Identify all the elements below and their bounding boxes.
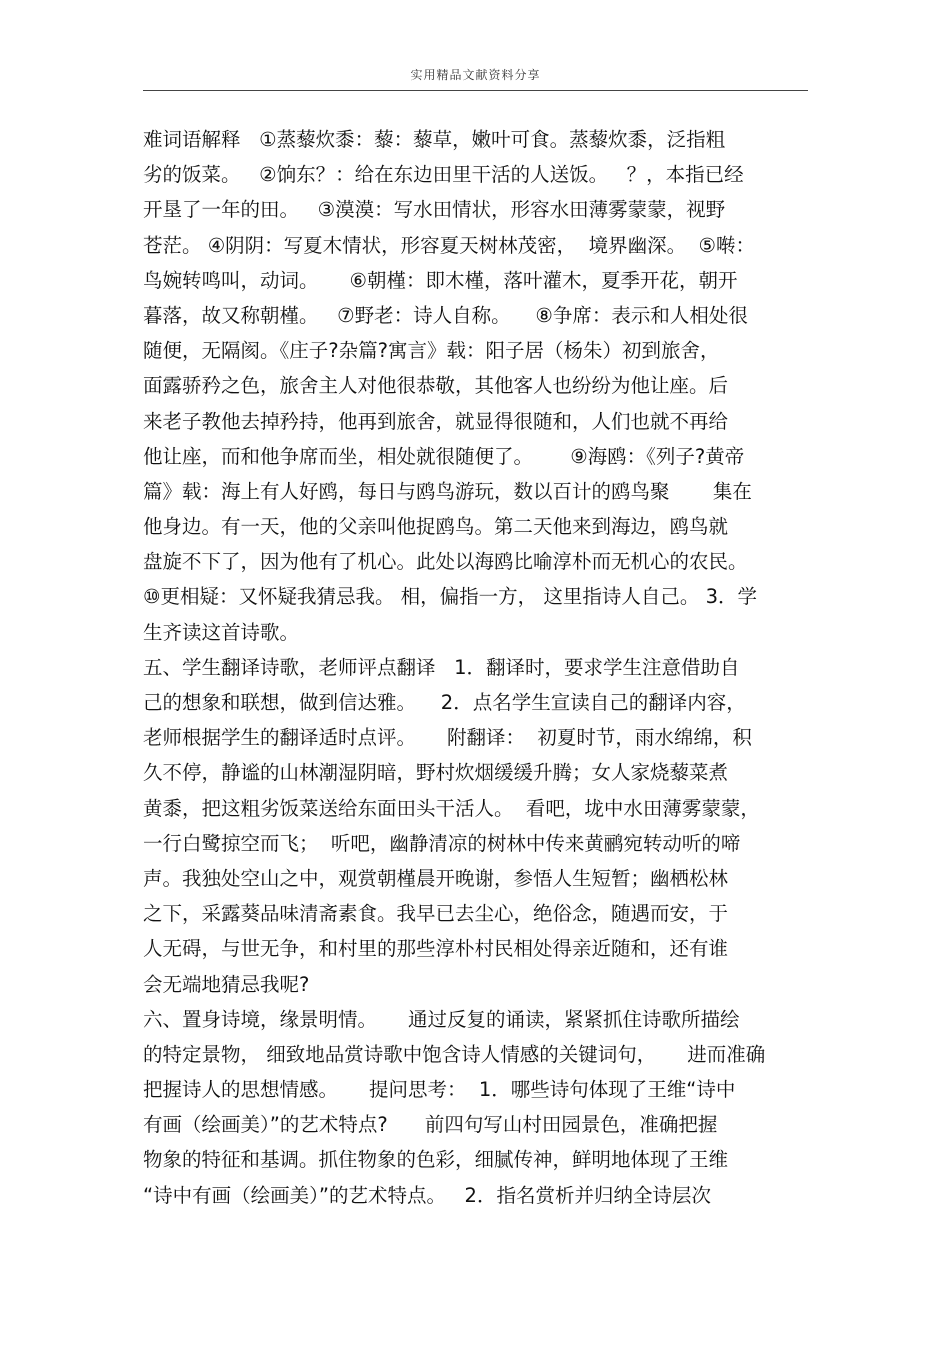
text-line: 之下，采露葵品味清斋素食。我早已去尘心，绝俗念，随遇而安，于 [143,902,729,926]
header-divider [143,90,808,91]
text-line: “诗中有画（绘画美）”的艺术特点。 2．指名赏析并归纳全诗层次 [143,1183,711,1207]
text-line: 来老子教他去掉矜持，他再到旅舍，就显得很随和，人们也就不再给 [143,409,729,433]
text-line: 开垦了一年的田。 ③漠漠：写水田情状，形容水田薄雾蒙蒙，视野 [143,198,726,222]
text-line: 难词语解释 ①蒸藜炊黍：藜：藜草，嫩叶可食。蒸藜炊黍，泛指粗 [143,128,726,151]
text-line: 物象的特征和基调。抓住物象的色彩，细腻传神，鲜明地体现了王维 [143,1148,729,1172]
document-body [143,122,808,1213]
text-line: 的特定景物， 细致地品赏诗歌中饱含诗人情感的关键词句， 进而准确 [143,1042,766,1066]
text-line: 他身边。有一天，他的父亲叫他捉鸥鸟。第二天他来到海边，鸥鸟就 [143,515,729,539]
text-line: 久不停，静谧的山林潮湿阴暗，野村炊烟缓缓升腾；女人家烧藜菜煮 [143,761,729,785]
text-line: 己的想象和联想，做到信达雅。 2．点名学生宣读自己的翻译内容， [143,691,746,714]
text-line: 面露骄矜之色，旅舍主人对他很恭敬，其他客人也纷纷为他让座。后 [143,374,729,398]
text-line: 声。我独处空山之中，观赏朝槿晨开晚谢，参悟人生短暂；幽栖松林 [143,866,729,890]
text-line: 把握诗人的思想情感。 提问思考： 1．哪些诗句体现了王维“诗中 [143,1078,736,1102]
text-line: 盘旋不下了，因为他有了机心。此处以海鸥比喻淳朴而无机心的农民。 [143,550,748,574]
text-line: 一行白鹭掠空而飞； 听吧，幽静清凉的树林中传来黄鹂宛转动听的啼 [143,831,741,855]
text-line: 人无碍，与世无争，和村里的那些淳朴村民相处得亲近随和，还有谁 [143,937,729,961]
text-line: 暮落，故又称朝槿。 ⑦野老：诗人自称。 ⑧争席：表示和人相处很 [143,303,748,327]
text-line: 鸟婉转鸣叫，动词。 ⑥朝槿：即木槿，落叶灌木，夏季开花，朝开 [143,268,738,292]
text-line: 随便，无隔阂。《庄子?杂篇?寓言》载：阳子居（杨朱）初到旅舍， [143,339,720,363]
page-header: 实用精品文献资料分享 [410,68,541,82]
section-heading-line: 五、学生翻译诗歌，老师评点翻译 1．翻译时，要求学生注意借助自 [143,655,740,679]
text-line: 会无端地猜忌我呢? [143,972,310,996]
text-line: 老师根据学生的翻译适时点评。 附翻译： 初夏时节，雨水绵绵，积 [143,726,752,750]
text-line: 有画（绘画美）”的艺术特点? 前四句写山村田园景色，准确把握 [143,1113,718,1137]
text-line: ⑩更相疑：又怀疑我猜忌我。 相，偏指一方， 这里指诗人自己。 3．学 [143,585,757,609]
text-line: 苍茫。 ④阴阴：写夏木情状，形容夏天树林茂密， 境界幽深。 ⑤啭： [143,233,755,257]
text-line: 他让座，而和他争席而坐，相处就很随便了。 ⑨海鸥：《列子?黄帝 [143,444,745,468]
section-heading-line: 六、置身诗境，缘景明情。 通过反复的诵读，紧紧抓住诗歌所描绘 [143,1007,740,1031]
text-line: 篇》载：海上有人好鸥，每日与鸥鸟游玩，数以百计的鸥鸟聚 集在 [143,479,752,503]
text-line: 生齐读这首诗歌。 [143,620,300,644]
text-line: 劣的饭菜。 ②饷东？：给在东边田里干活的人送饭。 ？，本指已经 [143,163,744,187]
text-line: 黄黍，把这粗劣饭菜送给东面田头干活人。 看吧，垅中水田薄雾蒙蒙， [143,796,760,820]
